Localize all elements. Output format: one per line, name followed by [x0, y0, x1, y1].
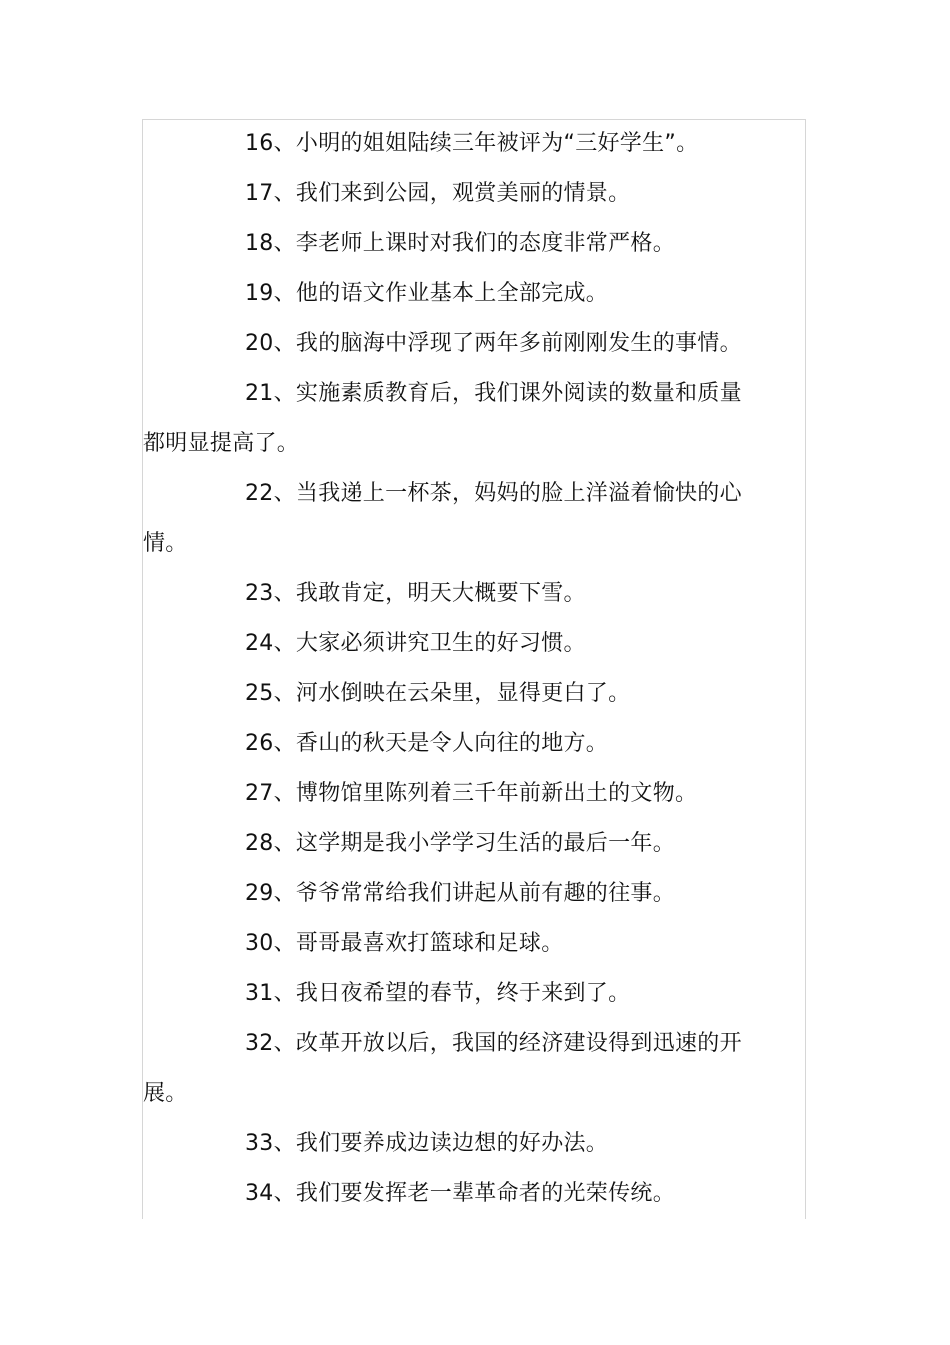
sentence-23: 23、我敢肯定，明天大概要下雪。 — [245, 581, 586, 606]
sentence-31: 31、我日夜希望的春节，终于来到了。 — [245, 981, 631, 1006]
document-body — [143, 119, 755, 1219]
sentence-18: 18、李老师上课时对我们的态度非常严格。 — [245, 231, 675, 256]
sentence-17: 17、我们来到公园，观赏美丽的情景。 — [245, 181, 631, 206]
sentence-25: 25、河水倒映在云朵里，显得更白了。 — [245, 681, 631, 706]
sentence-20: 20、我的脑海中浮现了两年多前刚刚发生的事情。 — [245, 331, 742, 356]
sentence-29: 29、爷爷常常给我们讲起从前有趣的往事。 — [245, 881, 675, 906]
sentence-34: 34、我们要发挥老一辈革命者的光荣传统。 — [245, 1181, 675, 1206]
sentence-30: 30、哥哥最喜欢打篮球和足球。 — [245, 931, 564, 956]
sentence-19: 19、他的语文作业基本上全部完成。 — [245, 281, 609, 306]
sentence-33: 33、我们要养成边读边想的好办法。 — [245, 1131, 609, 1156]
sentence-21: 21、实施素质教育后，我们课外阅读的数量和质量都明显提高了。 — [143, 381, 742, 456]
sentence-27: 27、博物馆里陈列着三千年前新出土的文物。 — [245, 781, 698, 806]
sentence-32: 32、改革开放以后，我国的经济建设得到迅速的开展。 — [143, 1031, 742, 1106]
sentence-26: 26、香山的秋天是令人向往的地方。 — [245, 731, 609, 756]
sentence-24: 24、大家必须讲究卫生的好习惯。 — [245, 631, 586, 656]
sentence-16: 16、小明的姐姐陆续三年被评为“三好学生”。 — [245, 131, 699, 156]
sentence-22: 22、当我递上一杯茶，妈妈的脸上洋溢着愉快的心情。 — [143, 481, 742, 556]
sentence-28: 28、这学期是我小学学习生活的最后一年。 — [245, 831, 675, 856]
